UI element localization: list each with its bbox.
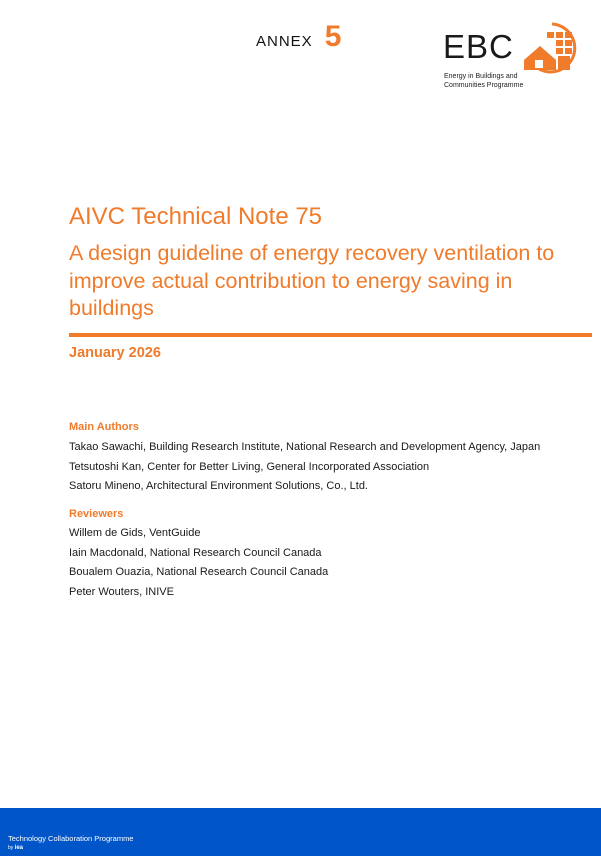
- reviewers-heading: Reviewers: [69, 508, 124, 520]
- author-item: Takao Sawachi, Building Research Institute, National Research and Development Agency, Japan: [69, 441, 541, 453]
- main-authors-list: [69, 438, 540, 497]
- series-title: AIVC Technical Note 75: [69, 203, 323, 230]
- reviewer-item: Willem de Gids, VentGuide: [69, 527, 201, 539]
- ebc-logo-text: EBC: [443, 28, 514, 65]
- ebc-subtitle-line2: Communities Programme: [444, 82, 524, 89]
- footer-by-iea: [8, 845, 23, 851]
- annex-label-group: [256, 20, 341, 54]
- ebc-logo-subtitle: [444, 72, 554, 90]
- title-divider: [69, 333, 592, 337]
- reviewer-item: Iain Macdonald, National Research Council Canada: [69, 546, 322, 559]
- ebc-logo: [440, 22, 586, 94]
- annex-number: 5: [324, 20, 342, 53]
- footer-by-prefix: by: [8, 845, 14, 851]
- iea-logo-text: iea: [14, 845, 24, 851]
- footer-programme-text: Technology Collaboration Programme: [8, 834, 134, 843]
- house-grid-logo-icon: [522, 22, 582, 74]
- author-item: Tetsutoshi Kan, Center for Better Living, General Incorporated Association: [69, 460, 430, 473]
- main-authors-heading: Main Authors: [69, 421, 139, 433]
- reviewer-item: Peter Wouters, INIVE: [69, 585, 174, 598]
- document-title: A design guideline of energy recovery ventilation to improve actual contribution to energy saving in buildings: [69, 241, 555, 320]
- reviewer-item: Boualem Ouazia, National Research Council Canada: [69, 566, 329, 578]
- publication-date: January 2026: [69, 345, 161, 361]
- annex-label: ANNEX: [256, 33, 313, 50]
- footer-bar: [0, 808, 601, 856]
- ebc-subtitle-line1: Energy in Buildings and: [444, 73, 518, 80]
- author-item: Satoru Mineno, Architectural Environment Solutions, Co., Ltd.: [69, 480, 368, 492]
- reviewers-list: [69, 524, 328, 602]
